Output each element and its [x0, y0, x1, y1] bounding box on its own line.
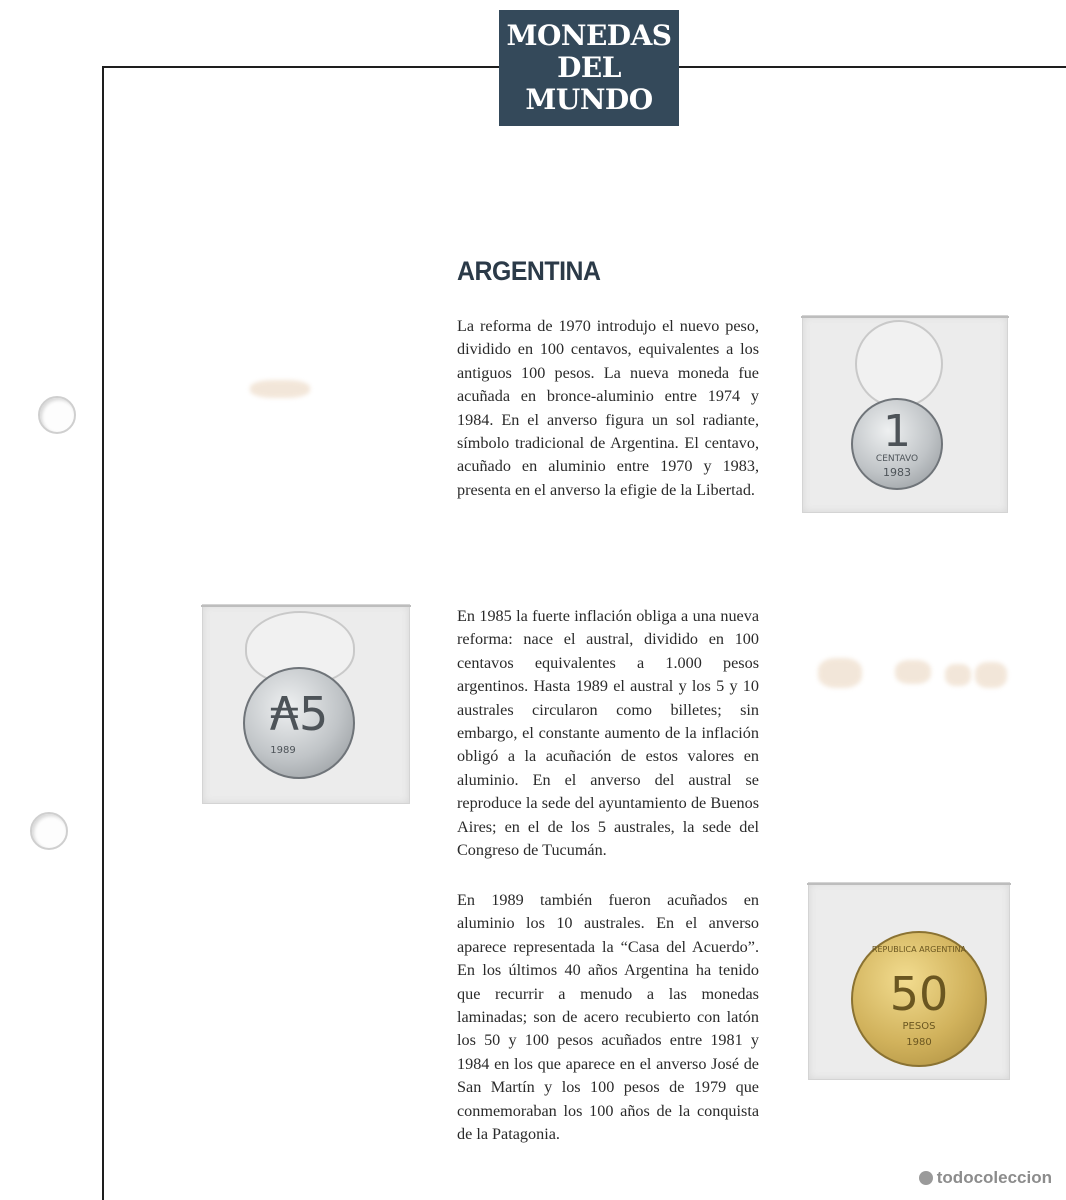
stain: [975, 662, 1007, 688]
coin-value: 1: [883, 406, 911, 457]
coin-50-pesos: [851, 931, 987, 1067]
brand-line-3: MUNDO: [525, 83, 653, 116]
coin-label: CENTAVO: [875, 454, 919, 464]
brand-logo: [499, 10, 679, 126]
coin-reverse-ghost: [855, 320, 943, 408]
coin-legend: REPUBLICA ARGENTINA: [871, 945, 967, 954]
coin-holder-centavo: [802, 315, 1008, 513]
section-title: ARGENTINA: [457, 256, 601, 286]
stain: [895, 660, 931, 684]
binder-hole-bottom: [30, 812, 68, 850]
coin-holder-australes: [202, 604, 410, 804]
binder-hole-top: [38, 396, 76, 434]
holder-seam: [201, 605, 411, 607]
coin-year: 1989: [270, 745, 296, 756]
paragraph-3: En 1989 también fueron acuñados en aluminio los 10 australes. En el anverso aparece representada la “Casa del Acuerdo”. En los últimos 40 años Argentina ha tenido que recurrir a menudo a las monedas laminadas; son de acero recubierto con latón los 50 y 100 pesos acuñados entre 1981 y 1984 en los que aparece en el anverso José de San Martín y los 100 pesos de 1979 que conmemoraban los 100 años de la conquista de la Patagonia.: [457, 891, 759, 1144]
watermark-text: todocoleccion: [936, 1168, 1052, 1187]
coin-value: ₳5: [269, 687, 329, 741]
coin-holder-pesos: [808, 882, 1010, 1080]
stain: [250, 380, 310, 398]
holder-seam: [801, 316, 1009, 318]
watermark: [919, 1168, 1052, 1188]
brand-line-1: MONEDAS: [506, 19, 672, 52]
page-border-left: [102, 66, 104, 1200]
coin-label: PESOS: [902, 1021, 936, 1032]
coin-year: 1983: [883, 466, 911, 479]
coin-1-centavo: [851, 398, 943, 490]
holder-seam: [807, 883, 1011, 885]
watermark-dot-icon: [919, 1171, 933, 1185]
stain: [818, 658, 862, 688]
stain: [945, 664, 971, 686]
coin-year: 1980: [906, 1037, 932, 1048]
coin-value: 50: [889, 967, 949, 1021]
paragraph-2: En 1985 la fuerte inflación obliga a una nueva reforma: nace el austral, dividido en 100 centavos equivalentes a 1.000 pesos argentinos. Hasta 1989 el austral y los 5 y 10 australes circularon como billetes; sin embargo, el constante aumento de la inflación obligó a la acuñación de estos valores en aluminio. En el anverso del austral se reproduce la sede del ayuntamiento de Buenos Aires; en el de los 5 australes, la sede del Congreso de Tucumán.: [457, 607, 759, 860]
paragraph-1: La reforma de 1970 introdujo el nuevo peso, dividido en 100 centavos, equivalentes a los antiguos 100 pesos. La nueva moneda fue acuñada en bronce-aluminio entre 1974 y 1984. En el anverso figura un sol radiante, símbolo tradicional de Argentina. El centavo, acuñado en aluminio entre 1970 y 1983, presenta en el anverso la efigie de la Libertad.: [457, 317, 759, 499]
brand-line-2: DEL: [557, 51, 621, 84]
coin-5-australes: [243, 667, 355, 779]
